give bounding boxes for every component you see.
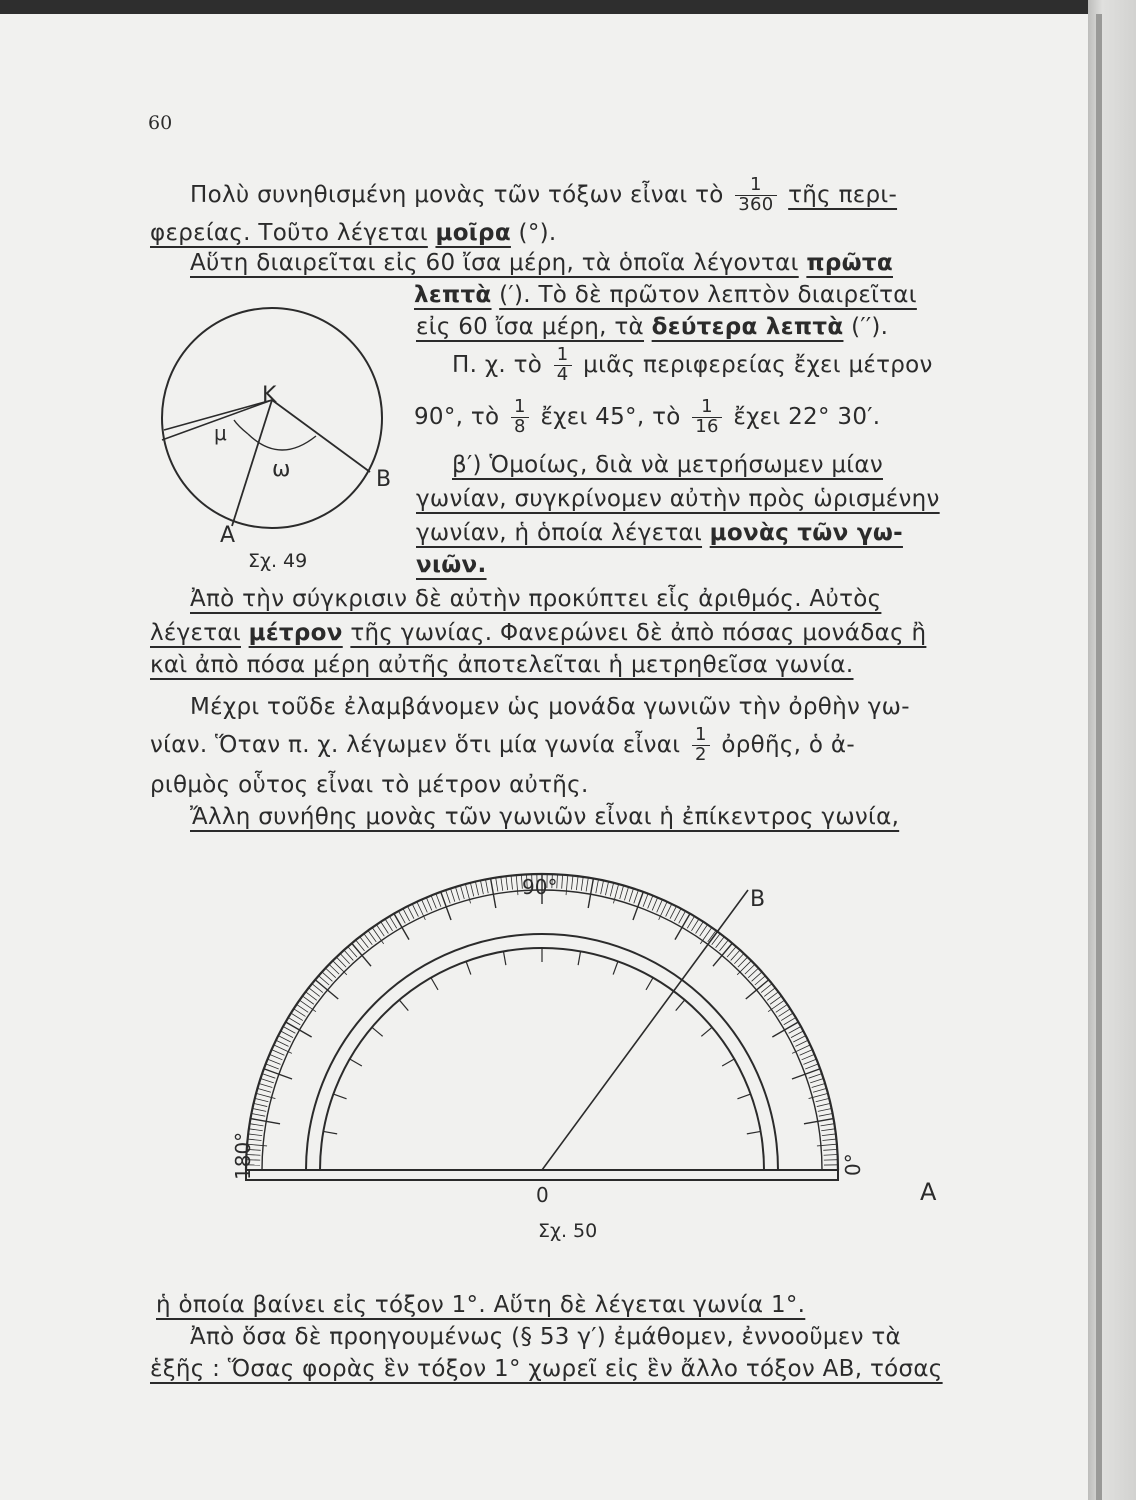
- degree-tick: [249, 1129, 263, 1131]
- inner-tick: [613, 961, 618, 974]
- degree-tick: [394, 914, 409, 940]
- fraction: [511, 398, 529, 437]
- degree-tick: [822, 1134, 836, 1136]
- degree-tick: [824, 1155, 838, 1156]
- inner-tick: [701, 1027, 712, 1036]
- inner-tick: [323, 1131, 337, 1133]
- degree-tick: [426, 898, 431, 911]
- omega-arc: [248, 434, 316, 450]
- degree-tick: [596, 879, 599, 893]
- degree-tick: [674, 909, 681, 921]
- degree-tick: [817, 1144, 837, 1146]
- degree-tick: [768, 1000, 784, 1011]
- bold-term: μοῖρα: [435, 220, 511, 246]
- text-segment: λέγεται: [150, 620, 241, 646]
- ray-ob: [542, 890, 748, 1170]
- degree-tick: [675, 914, 690, 940]
- figure-50-caption: Σχ. 50: [538, 1220, 598, 1242]
- text-line-20: [190, 1324, 901, 1350]
- text-line-12: [190, 586, 881, 612]
- degree-tick: [262, 1074, 275, 1079]
- text-segment: Ἀπὸ τὴν σύγκρισιν δὲ αὐτὴν προκύπτει εἷς ἀριθμός. Αὐτὸς: [190, 586, 882, 612]
- figure-49-caption: Σχ. 49: [248, 550, 308, 572]
- degree-tick: [283, 1026, 295, 1033]
- degree-tick: [812, 1083, 825, 1087]
- text-line-14: [150, 652, 854, 678]
- text-segment: Ἀπὸ ὅσα δὲ προηγουμένως (§ 53 γ′) ἐμάθομεν, ἐννοοῦμεν τὰ: [190, 1324, 901, 1350]
- degree-tick: [251, 1114, 265, 1117]
- degree-tick: [408, 906, 414, 918]
- scan-top-border: [0, 0, 1136, 14]
- circle-outline: [162, 308, 382, 528]
- label-mu: μ: [214, 421, 227, 445]
- degree-tick: [470, 883, 473, 897]
- scale-arc: [262, 890, 822, 1170]
- degree-tick: [795, 1040, 808, 1046]
- degree-tick: [511, 876, 512, 890]
- degree-tick: [772, 1022, 798, 1037]
- text-segment: νίαν. Ὅταν π. χ. λέγωμεν ὅτι μία γωνία εἶναι: [150, 731, 681, 758]
- text-segment: Ἄλλη συνήθης μονὰς τῶν γωνιῶν εἶναι ἡ ἐπίκεντρος γωνία,: [190, 804, 900, 830]
- text-line-16: [150, 726, 855, 765]
- degree-tick: [800, 1050, 813, 1056]
- degree-tick: [803, 1059, 816, 1064]
- inner-tick: [372, 1027, 383, 1036]
- fraction-denominator: 8: [514, 415, 526, 437]
- fraction-numerator: 1: [692, 398, 722, 418]
- text-segment: Μέχρι τοῦδε ἐλαμβάνομεν ὡς μονάδα γωνιῶν τὴν ὀρθὴν γω-: [190, 694, 910, 720]
- text-line-11: [416, 552, 487, 578]
- degree-tick: [272, 1050, 285, 1056]
- degree-tick: [643, 894, 648, 907]
- text-segment: εἰς 60 ἴσα μέρη, τὰ: [416, 314, 645, 340]
- degree-tick: [629, 888, 633, 901]
- degree-tick: [823, 1149, 837, 1150]
- degree-tick: [278, 1036, 290, 1042]
- degree-tick: [381, 922, 389, 934]
- protractor-body: [246, 874, 838, 1180]
- text-line-7: [414, 398, 880, 437]
- text-segment: Π. χ. τὸ: [452, 351, 543, 378]
- bold-term: λεπτὰ: [414, 282, 492, 308]
- degree-tick: [696, 922, 704, 934]
- degree-tick: [789, 1026, 801, 1033]
- degree-tick: [620, 885, 624, 898]
- degree-tick: [496, 878, 498, 892]
- degree-tick: [446, 890, 451, 903]
- fraction: [692, 726, 710, 765]
- text-line-4: [414, 282, 917, 308]
- text-line-9: [416, 486, 940, 512]
- degree-tick: [576, 876, 578, 890]
- radius-to-a: [232, 400, 272, 526]
- degree-tick: [455, 887, 459, 900]
- text-line-13: [150, 620, 926, 646]
- degree-tick: [475, 882, 478, 896]
- text-segment: τῆς περι-: [788, 181, 898, 208]
- text-line-21: [150, 1356, 943, 1382]
- label-a: A: [920, 1178, 937, 1206]
- degree-tick: [737, 961, 751, 975]
- degree-tick: [817, 1103, 831, 1106]
- degree-tick: [821, 1129, 835, 1131]
- inner-tick: [578, 951, 580, 965]
- degree-tick: [403, 909, 410, 921]
- degree-tick: [255, 1098, 269, 1101]
- inner-tick: [503, 951, 505, 965]
- degree-tick: [586, 878, 588, 892]
- degree-tick: [268, 1059, 281, 1064]
- fraction-numerator: 1: [735, 176, 776, 196]
- text-segment: ἔχει 22° 30′.: [733, 403, 881, 430]
- bold-term: μονὰς τῶν γω-: [709, 520, 903, 546]
- degree-tick: [791, 1031, 803, 1038]
- text-segment: Αὕτη διαιρεῖται εἰς 60 ἴσα μέρη, τὰ ὁποῖα λέγονται: [190, 250, 799, 276]
- degree-tick: [793, 1036, 805, 1042]
- inner-tick: [737, 1094, 750, 1099]
- inner-arc-outer: [306, 934, 778, 1170]
- degree-tick: [610, 883, 613, 897]
- degree-tick: [266, 1064, 279, 1069]
- degree-tick: [300, 1000, 316, 1011]
- degree-tick: [784, 1018, 796, 1025]
- text-line-5: [416, 314, 888, 340]
- degree-tick: [288, 1018, 300, 1025]
- fraction-numerator: 1: [511, 398, 529, 418]
- label-omega: ω: [272, 457, 291, 482]
- text-segment: γωνίαν, ἡ ὁποία λέγεται: [416, 520, 703, 546]
- degree-tick: [691, 919, 698, 931]
- inner-arc-inner: [320, 948, 764, 1170]
- degree-tick: [412, 904, 418, 917]
- degree-tick: [601, 880, 604, 894]
- inner-tick: [399, 1000, 408, 1011]
- degree-tick: [250, 1124, 264, 1126]
- degree-tick: [813, 1088, 826, 1092]
- page-number: 60: [148, 112, 173, 134]
- fraction-denominator: 2: [694, 743, 707, 765]
- text-segment: (′). Τὸ δὲ πρῶτον λεπτὸν διαιρεῖται: [499, 282, 917, 308]
- degree-tick: [431, 896, 436, 909]
- degree-tick: [286, 1022, 312, 1037]
- degree-tick: [506, 876, 508, 890]
- text-line-10: [416, 520, 903, 546]
- inner-tick: [646, 978, 653, 990]
- degree-tick: [260, 1079, 273, 1083]
- inner-tick: [333, 1094, 346, 1099]
- fraction: [692, 398, 722, 437]
- text-line-19: [156, 1292, 805, 1318]
- degree-tick: [422, 900, 428, 913]
- degree-tick: [257, 1088, 270, 1092]
- text-segment: (°).: [518, 220, 557, 246]
- text-line-1: [190, 176, 897, 215]
- text-line-2: [150, 220, 557, 246]
- degree-tick: [624, 887, 628, 900]
- outer-arc: [246, 874, 838, 1170]
- degree-tick: [634, 890, 639, 903]
- degree-tick: [648, 896, 653, 909]
- label-origin: 0: [536, 1183, 549, 1207]
- degree-tick: [666, 904, 672, 917]
- inner-tick: [466, 961, 471, 974]
- degree-tick: [679, 911, 686, 923]
- degree-tick: [376, 925, 384, 937]
- degree-tick: [700, 925, 708, 937]
- label-a: A: [220, 523, 236, 548]
- degree-tick: [333, 961, 347, 975]
- degree-tick: [809, 1074, 822, 1079]
- degree-tick: [571, 876, 572, 890]
- book-page-edge-shadow: [1096, 14, 1102, 1500]
- degree-tick: [652, 898, 657, 911]
- inner-tick: [431, 978, 438, 990]
- inner-tick: [350, 1059, 362, 1066]
- degree-tick: [810, 1079, 823, 1083]
- degree-tick: [390, 916, 397, 928]
- degree-tick: [276, 1040, 289, 1046]
- bold-term: πρῶτα: [806, 250, 893, 276]
- label-b: B: [750, 887, 766, 912]
- degree-tick: [816, 1098, 830, 1101]
- degree-tick: [281, 1031, 293, 1038]
- text-segment: ἔχει 45°, τὸ: [540, 403, 681, 430]
- text-segment: 90°, τὸ: [414, 403, 500, 430]
- degree-tick: [385, 919, 392, 931]
- fraction-numerator: 1: [554, 346, 572, 366]
- degree-tick: [254, 1103, 268, 1106]
- text-segment: (′′).: [851, 314, 889, 340]
- degree-tick: [821, 1124, 835, 1126]
- text-segment: μιᾶς περιφερείας ἔχει μέτρον: [583, 351, 933, 378]
- text-line-6: [452, 346, 933, 385]
- degree-tick: [297, 1004, 309, 1012]
- degree-tick: [460, 885, 464, 898]
- inner-tick: [722, 1059, 734, 1066]
- degree-tick: [657, 900, 663, 913]
- text-line-17: [150, 772, 589, 798]
- degree-tick: [562, 875, 563, 889]
- degree-tick: [486, 879, 489, 893]
- text-segment: β′) Ὁμοίως, διὰ νὰ μετρήσωμεν μίαν: [452, 452, 883, 478]
- degree-tick: [779, 1009, 791, 1017]
- degree-tick: [291, 1013, 303, 1020]
- bold-term: δεύτερα λεπτὰ: [651, 314, 844, 340]
- fraction-numerator: 1: [692, 726, 710, 746]
- text-segment: γωνίαν, συγκρίνομεν αὐτὴν πρὸς ὡρισμένην: [416, 486, 940, 512]
- mu-arc: [234, 420, 248, 434]
- fraction-denominator: 16: [695, 415, 719, 437]
- degree-tick: [516, 875, 518, 895]
- degree-tick: [270, 1054, 283, 1059]
- degree-tick: [451, 888, 455, 901]
- text-segment: καὶ ἀπὸ πόσα μέρη αὐτῆς ἀποτελεῖται ἡ μετρηθεῖσα γωνία.: [150, 652, 854, 678]
- text-segment: ἑξῆς : Ὅσας φορὰς ἓν τόξον 1° χωρεῖ εἰς ἓν ἄλλο τόξον ΑΒ, τόσας: [150, 1356, 943, 1382]
- degree-tick: [398, 911, 405, 923]
- text-line-8: [452, 452, 883, 478]
- base-bar: [246, 1170, 838, 1180]
- degree-tick: [818, 1108, 832, 1111]
- figure-49-circle-diagram: [150, 290, 400, 580]
- degree-tick: [252, 1108, 266, 1111]
- degree-tick: [805, 1064, 818, 1069]
- fraction-denominator: 360: [738, 193, 774, 215]
- fraction: [735, 176, 776, 215]
- figure-50-protractor: [220, 870, 980, 1230]
- text-line-3: [190, 250, 893, 276]
- bold-term: μέτρον: [248, 620, 343, 646]
- text-segment: τῆς γωνίας. Φανερώνει δὲ ἀπὸ πόσας μονάδας ἢ: [350, 620, 927, 646]
- degree-tick: [259, 1083, 272, 1087]
- degree-tick: [819, 1114, 833, 1117]
- text-segment: Πολὺ συνηθισμένη μονὰς τῶν τόξων εἶναι τὸ: [190, 181, 724, 208]
- label-0-degrees: 0°: [841, 1153, 865, 1176]
- label-k: K: [262, 383, 277, 408]
- degree-tick: [581, 877, 583, 891]
- degree-tick: [781, 1013, 793, 1020]
- bold-term: νιῶν.: [416, 552, 487, 578]
- degree-tick: [670, 906, 676, 918]
- text-segment: ὀρθῆς, ὁ ἀ-: [721, 731, 855, 758]
- label-90-degrees: 90°: [522, 875, 558, 899]
- text-segment: ἡ ὁποία βαίνει εἰς τόξον 1°. Αὕτη δὲ λέγεται γωνία 1°.: [156, 1292, 806, 1318]
- fraction: [554, 346, 572, 385]
- degree-tick: [294, 1009, 306, 1017]
- fraction-denominator: 4: [556, 363, 569, 385]
- label-b: B: [376, 467, 392, 492]
- degree-tick: [822, 1139, 836, 1140]
- text-segment: ριθμὸς οὗτος εἶναι τὸ μέτρον αὐτῆς.: [150, 772, 589, 798]
- inner-tick: [676, 1000, 685, 1011]
- text-line-18: [190, 804, 899, 830]
- text-segment: φερείας. Τοῦτο λέγεται: [150, 220, 428, 246]
- degree-tick: [566, 875, 568, 895]
- text-line-15: [190, 694, 910, 720]
- degree-tick: [687, 916, 694, 928]
- degree-tick: [802, 1054, 815, 1059]
- label-180-degrees: 180°: [231, 1131, 255, 1180]
- inner-tick: [747, 1131, 761, 1133]
- degree-tick: [436, 894, 441, 907]
- degree-tick: [776, 1004, 788, 1012]
- degree-tick: [605, 882, 608, 896]
- degree-tick: [372, 928, 383, 944]
- degree-tick: [501, 877, 503, 891]
- degree-tick: [480, 880, 483, 894]
